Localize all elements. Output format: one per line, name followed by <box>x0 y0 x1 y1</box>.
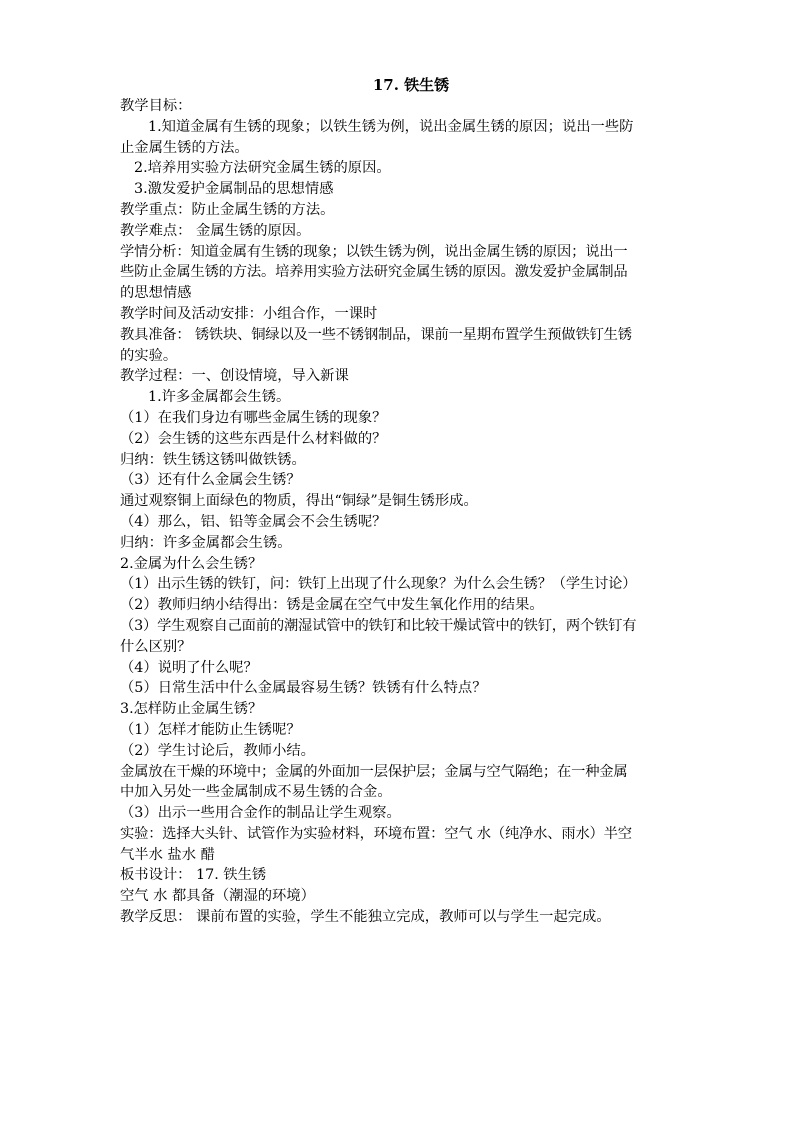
board-design-content: 空气 水 都具备（潮湿的环境） <box>120 888 315 905</box>
learner-analysis: 学情分析：知道金属有生锈的现象；以铁生锈为例，说出金属生锈的原因；说出一 <box>120 243 628 260</box>
document-page <box>120 75 702 928</box>
question-1: （1）在我们身边有哪些金属生锈的现象？ <box>120 409 387 426</box>
document-title: 17. 铁生锈 <box>372 76 450 94</box>
time-and-activity: 教学时间及活动安排：小组合作，一课时 <box>120 305 378 322</box>
process-point-2: 2.金属为什么会生锈？ <box>120 555 263 572</box>
experiment: 实验：选择大头针、试管作为实验材料，环境布置：空气 水（纯净水、雨水）半空 <box>120 825 632 842</box>
summary-1: 归纳：铁生锈这锈叫做铁锈。 <box>120 451 306 468</box>
process-point-1: 1.许多金属都会生锈。 <box>148 389 291 406</box>
prevention-methods-continued: 中加入另处一些金属制成不易生锈的合金。 <box>120 784 392 801</box>
step-2-1: （1）出示生锈的铁钉，问：铁钉上出现了什么现象？为什么会生锈？（学生讨论） <box>120 576 637 593</box>
step-2-3: （3）学生观察自己面前的潮湿试管中的铁钉和比较干燥试管中的铁钉，两个铁钉有 <box>120 617 637 634</box>
process-heading: 教学过程：一、创设情境，导入新课 <box>120 368 349 385</box>
question-4: （4）那么，铝、铅等金属会不会生锈呢？ <box>120 513 387 530</box>
step-3-2: （2）学生讨论后，教师小结。 <box>120 742 315 759</box>
question-3: （3）还有什么金属会生锈？ <box>120 472 301 489</box>
step-2-3-continued: 什么区别？ <box>120 638 192 655</box>
learner-analysis-end: 的思想情感 <box>120 285 192 302</box>
observation-copper: 通过观察铜上面绿色的物质，得出“铜绿”是铜生锈形成。 <box>120 493 478 510</box>
materials: 教具准备： 锈铁块、铜绿以及一些不锈钢制品，课前一星期布置学生预做铁钉生锈 <box>120 326 632 343</box>
process-point-3: 3.怎样防止金属生锈？ <box>120 701 263 718</box>
step-3-1: （1）怎样才能防止生锈呢？ <box>120 721 301 738</box>
teaching-reflection: 教学反思： 课前布置的实验，学生不能独立完成，教师可以与学生一起完成。 <box>120 909 611 926</box>
summary-2: 归纳：许多金属都会生锈。 <box>120 534 292 551</box>
section-heading-objectives: 教学目标： <box>120 98 192 114</box>
teaching-difficulty: 教学难点： 金属生锈的原因。 <box>120 222 311 239</box>
objective-3: 3.激发爱护金属制品的思想情感 <box>134 181 334 198</box>
objective-1-continued: 止金属生锈的方法。 <box>120 139 249 156</box>
step-2-2: （2）教师归纳小结得出：锈是金属在空气中发生氧化作用的结果。 <box>120 597 544 614</box>
step-2-4: （4）说明了什么呢？ <box>120 659 258 676</box>
step-3-3: （3）出示一些用合金作的制品让学生观察。 <box>120 805 401 822</box>
objective-2: 2.培养用实验方法研究金属生锈的原因。 <box>134 160 391 177</box>
board-design: 板书设计： 17. 铁生锈 <box>120 867 267 884</box>
objective-1: 1.知道金属有生锈的现象；以铁生锈为例，说出金属生锈的原因；说出一些防 <box>148 118 634 135</box>
materials-continued: 的实验。 <box>120 347 178 364</box>
question-2: （2）会生锈的这些东西是什么材料做的？ <box>120 430 387 447</box>
learner-analysis-continued: 些防止金属生锈的方法。培养用实验方法研究金属生锈的原因。激发爱护金属制品 <box>120 264 628 281</box>
experiment-continued: 气半水 盐水 醋 <box>120 846 215 863</box>
prevention-methods: 金属放在干燥的环境中；金属的外面加一层保护层；金属与空气隔绝；在一种金属 <box>120 763 628 780</box>
step-2-5: （5）日常生活中什么金属最容易生锈？铁锈有什么特点？ <box>120 680 487 697</box>
teaching-focus: 教学重点：防止金属生锈的方法。 <box>120 201 335 218</box>
